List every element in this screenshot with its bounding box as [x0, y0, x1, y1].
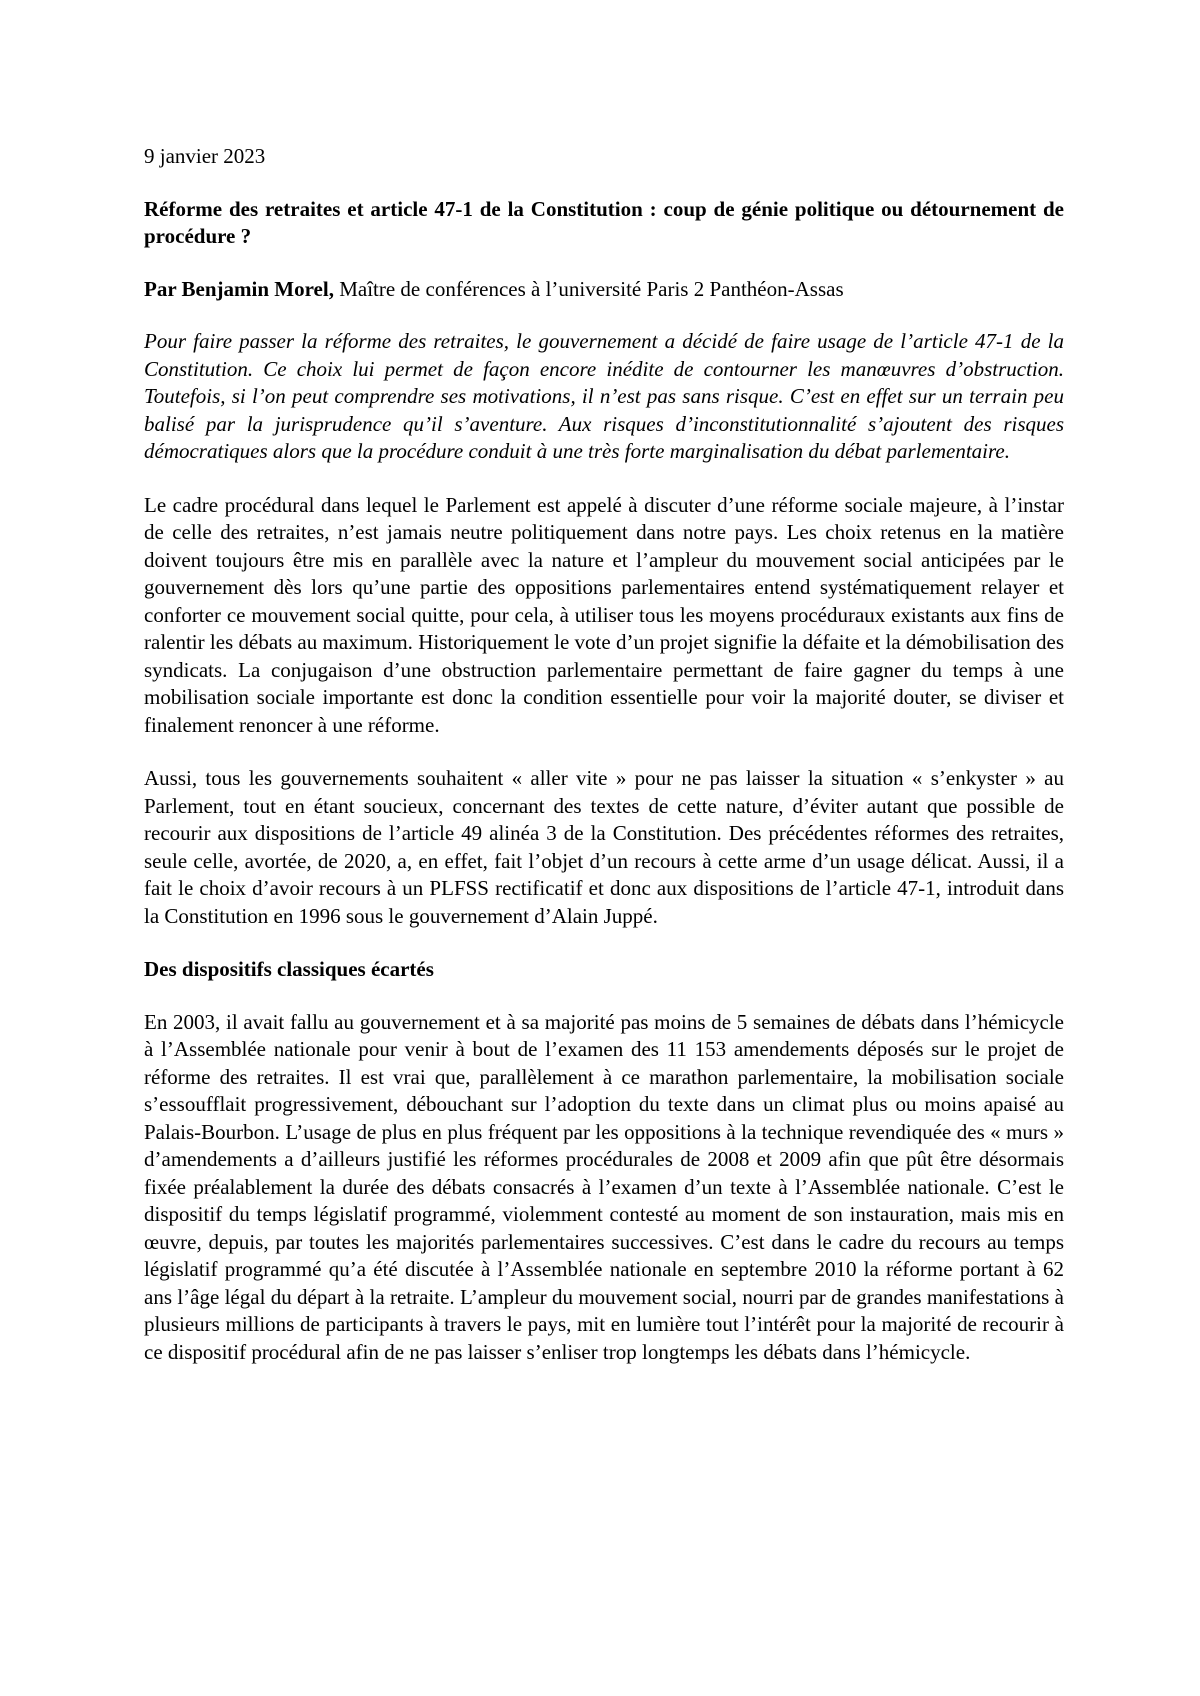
body-paragraph: Aussi, tous les gouvernements souhaitent « aller vite » pour ne pas laisser la situation « s’enkyster » au Parlement, tout en étant soucieux, concernant des textes de cette nature, d’éviter autant que possible de recourir aux dispositions de l’article 49 alinéa 3 de la Constitution. Des précédentes réformes des retraites, seule celle, avortée, de 2020, a, en effet, fait l’objet d’un recours à cette arme d’un usage délicat. Aussi, il a fait le choix d’avoir recours à un PLFSS rectificatif et donc aux dispositions de l’article 47-1, introduit dans la Constitution en 1996 sous le gouvernement d’Alain Juppé.: [144, 766, 1064, 928]
body-paragraph: En 2003, il avait fallu au gouvernement et à sa majorité pas moins de 5 semaines de débats dans l’hémicycle à l’Assemblée nationale pour venir à bout de l’examen des 11 153 amendements déposés sur le projet de réforme des retraites. Il est vrai que, parallèlement à ce marathon parlementaire, la mobilisation sociale s’essoufflait progressivement, débouchant sur l’adoption du texte dans un climat plus ou moins apaisé au Palais-Bourbon. L’usage de plus en plus fréquent par les oppositions à la technique revendiquée des « murs » d’amendements a d’ailleurs justifié les réformes procédurales de 2008 et 2009 afin que pût être désormais fixée préalablement la durée des débats consacrés à l’examen d’un texte à l’Assemblée nationale. C’est le dispositif du temps législatif programmé, violemment contesté au moment de son instauration, mais mis en œuvre, depuis, par toutes les majorités parlementaires successives. C’est dans le cadre du recours au temps législatif programmé qu’a été discutée à l’Assemblée nationale en septembre 2010 la réforme portant à 62 ans l’âge légal du départ à la retraite. L’ampleur du mouvement social, nourri par de grandes manifestations à plusieurs millions de participants à travers le pays, mit en lumière tout l’intérêt pour la majorité de recourir à ce dispositif procédural afin de ne pas laisser s’enliser trop longtemps les débats dans l’hémicycle.: [144, 1009, 1064, 1364]
author-name: Par Benjamin Morel,: [144, 276, 334, 301]
document-page: [144, 143, 1064, 1392]
body-paragraph: Le cadre procédural dans lequel le Parlement est appelé à discuter d’une réforme sociale majeure, à l’instar de celle des retraites, n’est jamais neutre politiquement dans notre pays. Les choix retenus en la matière doivent toujours être mis en parallèle avec la nature et l’ampleur du mouvement social anticipées par le gouvernement dès lors qu’une partie des oppositions parlementaires entend systématiquement relayer et conforter ce mouvement social quitte, pour cela, à utiliser tous les moyens procéduraux existants aux fins de ralentir les débats au maximum. Historiquement le vote d’un projet signifie la défaite et la démobilisation des syndicats. La conjugaison d’une obstruction parlementaire permettant de faire gagner du temps à une mobilisation sociale importante est donc la condition essentielle pour voir la majorité douter, se diviser et finalement renoncer à une réforme.: [144, 492, 1064, 737]
article-lead: Pour faire passer la réforme des retraites, le gouvernement a décidé de faire usage de l’article 47-1 de la Constitution. Ce choix lui permet de façon encore inédite de contourner les manœuvres d’obstruction. Toutefois, si l’on peut comprendre ses motivations, il n’est pas sans risque. C’est en effet sur un terrain peu balisé par la jurisprudence qu’il s’aventure. Aux risques d’inconstitutionnalité s’ajoutent des risques démocratiques alors que la procédure conduit à une très forte marginalisation du débat parlementaire.: [144, 329, 1064, 463]
section-heading: Des dispositifs classiques écartés: [144, 957, 434, 981]
author-affiliation: Maître de conférences à l’université Paris 2 Panthéon-Assas: [333, 276, 844, 301]
byline: [144, 276, 1064, 304]
document-title: Réforme des retraites et article 47-1 de la Constitution : coup de génie politique ou détournement de procédure ?: [144, 196, 1064, 248]
document-date: 9 janvier 2023: [144, 144, 266, 168]
